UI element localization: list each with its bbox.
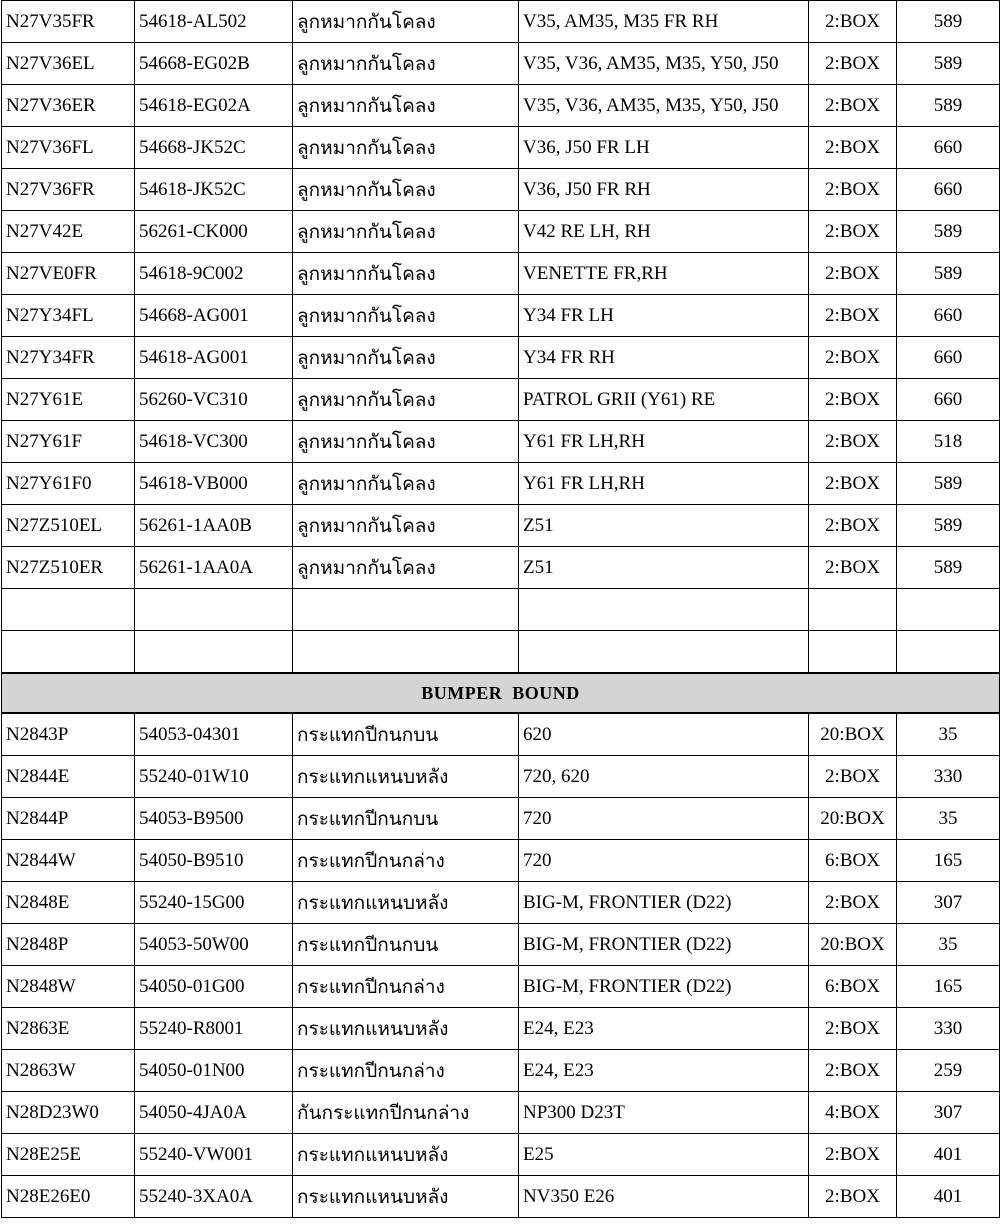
cell-part-name: กระแทกแหนบหลัง [293, 1008, 519, 1050]
table-row [2, 421, 1000, 463]
cell-model: BIG-M, FRONTIER (D22) [519, 924, 809, 966]
cell-part-number: 54050-01N00 [135, 1050, 293, 1092]
cell-part-number: 54668-EG02B [135, 43, 293, 85]
table-row [2, 43, 1000, 85]
cell-part-number: 56260-VC310 [135, 379, 293, 421]
cell-price: 330 [897, 756, 1000, 798]
cell-part-name: ลูกหมากกันโคลง [293, 505, 519, 547]
cell-part-number: 54618-AL502 [135, 1, 293, 43]
cell-part-number: 55240-R8001 [135, 1008, 293, 1050]
section-title: BUMPER BOUND [2, 673, 1000, 713]
cell-price: 401 [897, 1134, 1000, 1176]
cell-price: 259 [897, 1050, 1000, 1092]
cell-price: 660 [897, 295, 1000, 337]
cell-code: N2848P [2, 924, 135, 966]
cell-code: N2863E [2, 1008, 135, 1050]
table-row [2, 924, 1000, 966]
cell-part-number: 54053-50W00 [135, 924, 293, 966]
cell-part-number: 55240-01W10 [135, 756, 293, 798]
cell-code: N2848W [2, 966, 135, 1008]
cell-code: N27Y34FL [2, 295, 135, 337]
cell-part-number: 55240-VW001 [135, 1134, 293, 1176]
cell-part-name: กระแทกปีกนกบน [293, 713, 519, 756]
cell-code: N2844E [2, 756, 135, 798]
cell-part-number: 54053-04301 [135, 713, 293, 756]
cell-pack-qty: 20:BOX [809, 924, 897, 966]
table-row [2, 505, 1000, 547]
cell-pack-qty: 2:BOX [809, 421, 897, 463]
cell-pack-qty: 2:BOX [809, 295, 897, 337]
cell-price: 660 [897, 337, 1000, 379]
cell-price: 518 [897, 421, 1000, 463]
cell-pack-qty: 2:BOX [809, 882, 897, 924]
cell-part-number: 54618-JK52C [135, 169, 293, 211]
cell-pack-qty: 20:BOX [809, 798, 897, 840]
cell-model: V35, AM35, M35 FR RH [519, 1, 809, 43]
table-row [2, 295, 1000, 337]
table-row [2, 379, 1000, 421]
cell-part-name: ลูกหมากกันโคลง [293, 1, 519, 43]
cell-pack-qty: 2:BOX [809, 43, 897, 85]
table-row [2, 840, 1000, 882]
cell-part-number: 55240-15G00 [135, 882, 293, 924]
cell-price: 660 [897, 127, 1000, 169]
cell-code: N27Y34FR [2, 337, 135, 379]
cell-part-name: ลูกหมากกันโคลง [293, 421, 519, 463]
table-row [2, 169, 1000, 211]
cell-model: Y61 FR LH,RH [519, 421, 809, 463]
cell-model: NV350 E26 [519, 1176, 809, 1218]
cell-code: N27V35FR [2, 1, 135, 43]
cell-code: N27V42E [2, 211, 135, 253]
cell-pack-qty: 6:BOX [809, 966, 897, 1008]
cell-part-name: กันกระแทกปีกนกล่าง [293, 1092, 519, 1134]
cell-model: E24, E23 [519, 1008, 809, 1050]
cell-part-number: 54618-VC300 [135, 421, 293, 463]
section-header-row [2, 673, 1000, 713]
cell-part-number: 54618-EG02A [135, 85, 293, 127]
cell-part-name: กระแทกปีกนกบน [293, 798, 519, 840]
cell-model: E25 [519, 1134, 809, 1176]
cell-pack-qty: 2:BOX [809, 1008, 897, 1050]
table-row [2, 882, 1000, 924]
cell-part-name: ลูกหมากกันโคลง [293, 379, 519, 421]
cell-pack-qty: 2:BOX [809, 1176, 897, 1218]
cell-model: V35, V36, AM35, M35, Y50, J50 [519, 43, 809, 85]
cell-price: 589 [897, 547, 1000, 589]
table-row [2, 253, 1000, 295]
cell-model: NP300 D23T [519, 1092, 809, 1134]
cell-price: 35 [897, 798, 1000, 840]
cell-code: N2844P [2, 798, 135, 840]
cell-part-number: 56261-1AA0B [135, 505, 293, 547]
cell-model: Z51 [519, 505, 809, 547]
table-row [2, 337, 1000, 379]
cell-part-name: ลูกหมากกันโคลง [293, 295, 519, 337]
cell-model: 720 [519, 840, 809, 882]
cell-model: VENETTE FR,RH [519, 253, 809, 295]
table-row [2, 1008, 1000, 1050]
table-row [2, 547, 1000, 589]
cell-part-name: กระแทกแหนบหลัง [293, 882, 519, 924]
cell-price: 307 [897, 882, 1000, 924]
cell-model: 720 [519, 798, 809, 840]
cell-price: 589 [897, 1, 1000, 43]
cell-code: N28D23W0 [2, 1092, 135, 1134]
cell-code: N28E25E [2, 1134, 135, 1176]
cell-part-name: กระแทกปีกนกล่าง [293, 840, 519, 882]
cell-part-name: กระแทกปีกนกล่าง [293, 1050, 519, 1092]
cell-part-name: ลูกหมากกันโคลง [293, 211, 519, 253]
cell-model: V36, J50 FR RH [519, 169, 809, 211]
table-row [2, 713, 1000, 756]
cell-part-name: ลูกหมากกันโคลง [293, 127, 519, 169]
cell-pack-qty: 2:BOX [809, 463, 897, 505]
cell-model: BIG-M, FRONTIER (D22) [519, 882, 809, 924]
cell-code: N2844W [2, 840, 135, 882]
cell-price: 589 [897, 211, 1000, 253]
cell-model: V36, J50 FR LH [519, 127, 809, 169]
cell-model: V42 RE LH, RH [519, 211, 809, 253]
cell-price: 589 [897, 505, 1000, 547]
cell-part-name: กระแทกปีกนกบน [293, 924, 519, 966]
table-row [2, 463, 1000, 505]
cell-pack-qty: 2:BOX [809, 253, 897, 295]
table-row [2, 211, 1000, 253]
cell-code: N27V36EL [2, 43, 135, 85]
cell-pack-qty: 2:BOX [809, 127, 897, 169]
table-row [2, 1176, 1000, 1218]
cell-pack-qty: 2:BOX [809, 211, 897, 253]
cell-part-name: ลูกหมากกันโคลง [293, 463, 519, 505]
cell-model: PATROL GRII (Y61) RE [519, 379, 809, 421]
cell-part-number: 54618-AG001 [135, 337, 293, 379]
cell-part-name: ลูกหมากกันโคลง [293, 85, 519, 127]
cell-price: 401 [897, 1176, 1000, 1218]
blank-row [2, 631, 1000, 674]
cell-code: N27Y61F [2, 421, 135, 463]
cell-part-number: 54668-AG001 [135, 295, 293, 337]
cell-pack-qty: 6:BOX [809, 840, 897, 882]
cell-price: 589 [897, 253, 1000, 295]
table-body-bottom [2, 713, 1000, 1218]
blank-row [2, 589, 1000, 631]
cell-code: N27VE0FR [2, 253, 135, 295]
cell-pack-qty: 2:BOX [809, 505, 897, 547]
cell-pack-qty: 20:BOX [809, 713, 897, 756]
cell-part-number: 55240-3XA0A [135, 1176, 293, 1218]
price-table [1, 0, 1000, 1218]
cell-part-number: 54618-VB000 [135, 463, 293, 505]
cell-code: N2848E [2, 882, 135, 924]
cell-part-name: กระแทกแหนบหลัง [293, 1176, 519, 1218]
cell-part-name: ลูกหมากกันโคลง [293, 253, 519, 295]
cell-model: Y34 FR LH [519, 295, 809, 337]
cell-pack-qty: 2:BOX [809, 379, 897, 421]
table-body-top [2, 1, 1000, 589]
cell-part-number: 54050-4JA0A [135, 1092, 293, 1134]
cell-price: 660 [897, 379, 1000, 421]
cell-part-number: 56261-1AA0A [135, 547, 293, 589]
cell-part-name: กระแทกปีกนกล่าง [293, 966, 519, 1008]
table-row [2, 966, 1000, 1008]
cell-pack-qty: 4:BOX [809, 1092, 897, 1134]
cell-model: BIG-M, FRONTIER (D22) [519, 966, 809, 1008]
cell-price: 165 [897, 966, 1000, 1008]
cell-model: V35, V36, AM35, M35, Y50, J50 [519, 85, 809, 127]
cell-code: N27V36ER [2, 85, 135, 127]
cell-code: N2843P [2, 713, 135, 756]
cell-part-name: ลูกหมากกันโคลง [293, 337, 519, 379]
cell-price: 589 [897, 463, 1000, 505]
cell-part-name: กระแทกแหนบหลัง [293, 1134, 519, 1176]
cell-pack-qty: 2:BOX [809, 547, 897, 589]
table-row [2, 1092, 1000, 1134]
cell-pack-qty: 2:BOX [809, 756, 897, 798]
cell-part-number: 54050-B9510 [135, 840, 293, 882]
cell-price: 660 [897, 169, 1000, 211]
cell-model: Z51 [519, 547, 809, 589]
cell-code: N2863W [2, 1050, 135, 1092]
cell-price: 165 [897, 840, 1000, 882]
cell-part-name: ลูกหมากกันโคลง [293, 547, 519, 589]
cell-price: 589 [897, 85, 1000, 127]
cell-model: E24, E23 [519, 1050, 809, 1092]
cell-code: N27Y61E [2, 379, 135, 421]
cell-part-name: ลูกหมากกันโคลง [293, 43, 519, 85]
cell-price: 330 [897, 1008, 1000, 1050]
cell-model: Y34 FR RH [519, 337, 809, 379]
cell-pack-qty: 2:BOX [809, 1, 897, 43]
table-row [2, 127, 1000, 169]
cell-part-number: 56261-CK000 [135, 211, 293, 253]
cell-pack-qty: 2:BOX [809, 337, 897, 379]
cell-part-name: ลูกหมากกันโคลง [293, 169, 519, 211]
cell-code: N28E26E0 [2, 1176, 135, 1218]
cell-price: 35 [897, 924, 1000, 966]
cell-part-number: 54050-01G00 [135, 966, 293, 1008]
table-row [2, 798, 1000, 840]
cell-pack-qty: 2:BOX [809, 1050, 897, 1092]
cell-price: 307 [897, 1092, 1000, 1134]
table-row [2, 1050, 1000, 1092]
cell-pack-qty: 2:BOX [809, 1134, 897, 1176]
table-row [2, 756, 1000, 798]
cell-code: N27V36FL [2, 127, 135, 169]
cell-code: N27Z510EL [2, 505, 135, 547]
cell-pack-qty: 2:BOX [809, 85, 897, 127]
cell-model: 620 [519, 713, 809, 756]
cell-price: 35 [897, 713, 1000, 756]
table-row [2, 85, 1000, 127]
cell-model: Y61 FR LH,RH [519, 463, 809, 505]
cell-part-number: 54053-B9500 [135, 798, 293, 840]
table-row [2, 1134, 1000, 1176]
cell-part-name: กระแทกแหนบหลัง [293, 756, 519, 798]
cell-code: N27Z510ER [2, 547, 135, 589]
cell-code: N27Y61F0 [2, 463, 135, 505]
cell-price: 589 [897, 43, 1000, 85]
cell-model: 720, 620 [519, 756, 809, 798]
cell-part-number: 54618-9C002 [135, 253, 293, 295]
cell-pack-qty: 2:BOX [809, 169, 897, 211]
table-body-blank [2, 589, 1000, 714]
cell-part-number: 54668-JK52C [135, 127, 293, 169]
table-row [2, 1, 1000, 43]
cell-code: N27V36FR [2, 169, 135, 211]
